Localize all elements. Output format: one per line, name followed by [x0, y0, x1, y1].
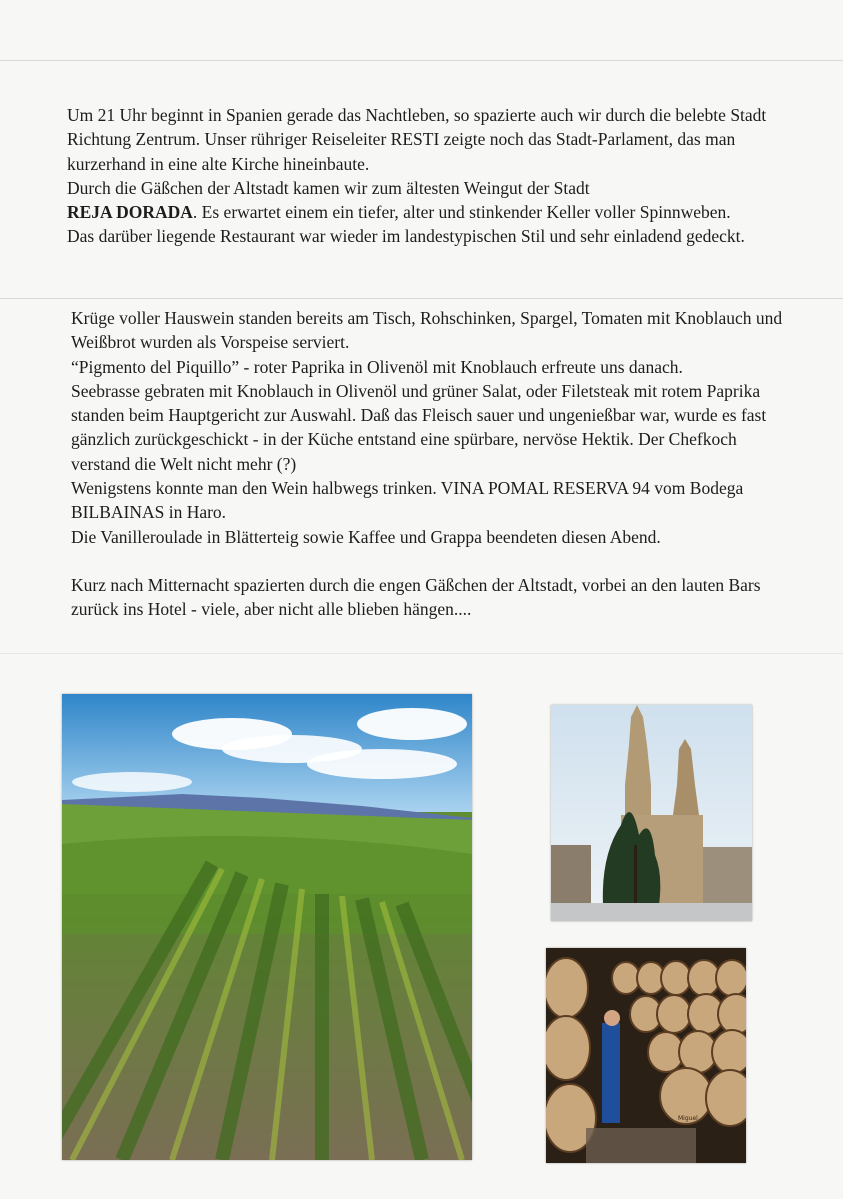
fold-line-middle [0, 298, 843, 299]
winery-cellar: . Es erwartet einem ein tiefer, alter und stinkender Keller voller Spinnweben. [192, 202, 731, 223]
winery-name: REJA DORADA [67, 202, 193, 223]
fold-line-lower [0, 653, 843, 654]
wine-cellar-photo [546, 948, 746, 1163]
winery-intro: Durch die Gäßchen der Altstadt kamen wir zum ältesten Weingut der Stadt [67, 177, 590, 198]
text-section-arrival [67, 103, 782, 249]
paragraph-nightlife: Um 21 Uhr beginnt in Spanien gerade das Nachtleben, so spazierte auch wir durch die belebte Stadt Richtung Zentrum. Unser rühriger Reiseleiter RESTI zeigte noch das Stadt-Parlament, das man kurzerhand in eine alte Kirche hineinbaute. [67, 105, 767, 174]
cathedral-photo [551, 705, 752, 921]
paragraph-wine: Wenigstens konnte man den Wein halbwegs trinken. VINA POMAL RESERVA 94 vom Bodega BILBAINAS in Haro. [71, 478, 744, 523]
vineyard-photo [62, 694, 472, 1160]
paragraph-winery [67, 176, 782, 225]
paragraph-midnight: Kurz nach Mitternacht spazierten durch die engen Gäßchen der Altstadt, vorbei an den lauten Bars zurück ins Hotel - viele, aber nicht alle blieben hängen.... [71, 574, 761, 620]
text-section-dinner [71, 306, 783, 622]
paragraph-restaurant: Das darüber liegende Restaurant war wieder im landestypischen Stil und sehr einladend gedeckt. [67, 226, 745, 247]
paragraph-starters: Krüge voller Hauswein standen bereits am Tisch, Rohschinken, Spargel, Tomaten mit Knoblauch und Weißbrot wurden als Vorspeise serviert. [71, 308, 783, 353]
paragraph-pimiento: “Pigmento del Piquillo” - roter Paprika in Olivenöl mit Knoblauch erfreute uns danach. [71, 356, 683, 377]
paragraph-dessert: Die Vanilleroulade in Blätterteig sowie Kaffee und Grappa beendeten diesen Abend. [71, 526, 661, 547]
paragraph-main-course: Seebrasse gebraten mit Knoblauch in Olivenöl und grüner Salat, oder Filetsteak mit rotem Paprika standen beim Hauptgericht zur Auswahl. Daß das Fleisch sauer und ungenießbar war, wurde es fast gänzlich zurückgeschickt - in der Küche entstand eine spürbare, nervöse Hektik. Der Chefkoch verstand die Welt nicht mehr (?) [71, 380, 767, 474]
fold-line-top [0, 60, 843, 61]
barrel-stamp: Miguel [678, 1115, 698, 1122]
